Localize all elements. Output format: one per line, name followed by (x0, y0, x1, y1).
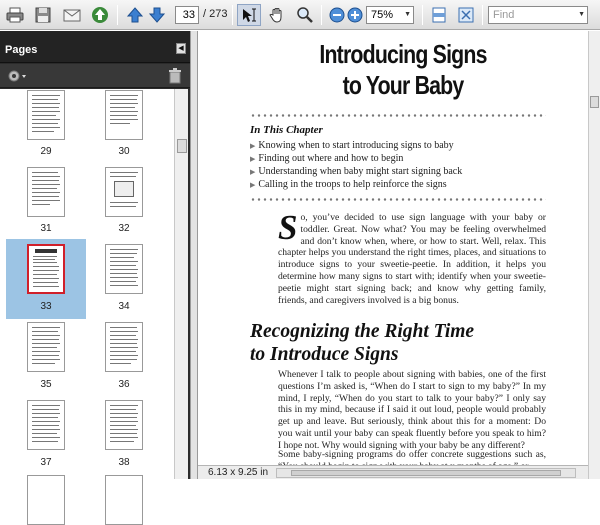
sync-icon[interactable] (89, 4, 111, 26)
toolbar-separator (321, 5, 322, 25)
scrollbar-thumb[interactable] (177, 139, 187, 153)
page-thumbnail[interactable] (105, 90, 143, 140)
page-thumbnail[interactable] (105, 244, 143, 294)
zoom-value: 75% (371, 9, 394, 21)
toolbar-separator (117, 5, 118, 25)
chevron-down-icon[interactable]: ▼ (578, 11, 585, 18)
toolbar-separator (482, 5, 483, 25)
previous-page-icon[interactable] (124, 4, 146, 26)
fullscreen-icon[interactable] (455, 4, 477, 26)
page-thumbnail[interactable] (105, 167, 143, 217)
save-icon[interactable] (32, 4, 54, 26)
triangle-bullet-icon: ▶ (250, 155, 256, 163)
thumbnail-scrollbar[interactable] (174, 89, 188, 479)
panel-splitter[interactable] (190, 31, 198, 479)
thumbnail-label: 30 (118, 146, 130, 157)
status-bar (198, 465, 588, 479)
triangle-bullet-icon: ▶ (250, 181, 256, 189)
scrollbar-thumb[interactable] (291, 470, 561, 476)
page-thumbnail[interactable] (27, 475, 65, 525)
trash-icon[interactable] (168, 68, 182, 87)
in-this-chapter-heading: In This Chapter (250, 124, 323, 136)
thumbnail-label: 35 (40, 379, 52, 390)
intro-paragraph (278, 208, 546, 306)
body-paragraph: Some baby-signing programs do offer concrete suggestions such as, (278, 449, 546, 460)
triangle-bullet-icon: ▶ (250, 168, 256, 176)
page-thumbnail[interactable] (105, 400, 143, 450)
chapter-bullet-text: Calling in the troops to help reinforce the signs (258, 179, 447, 190)
page-number-input[interactable]: 33 (175, 6, 199, 24)
chapter-title-line-1: Introducing Signs (319, 39, 487, 69)
chevron-down-icon: ▼ (404, 11, 411, 18)
document-view (198, 31, 588, 465)
select-tool-icon[interactable] (237, 4, 261, 26)
thumbnail-list (0, 89, 174, 479)
drop-cap: S (278, 208, 298, 247)
toolbar (0, 0, 600, 30)
body-paragraph: Whenever I talk to people about signing with babies, one of the first questions I’m asked is, “When do I start to sign to my baby?” In my mind, I reply, “When do you start to talk to your baby?” I only say this in my mind, because if I said it out loud, people would probably get up and leave. But seriously, think about this for a moment: Do you wait until your baby can speak fluently before you speak to him? I hope not. Why would signing with your baby be any different? (278, 369, 546, 451)
page-total: / 273 (203, 8, 228, 20)
gear-icon[interactable] (6, 68, 28, 87)
thumbnail-label: 38 (118, 457, 130, 468)
print-icon[interactable] (4, 4, 26, 26)
page-thumbnail[interactable] (27, 167, 65, 217)
zoom-in-icon[interactable] (344, 4, 366, 26)
hand-tool-icon[interactable] (266, 4, 288, 26)
thumbnail-label: 36 (118, 379, 130, 390)
page-thumbnail[interactable] (27, 322, 65, 372)
thumbnail-label: 33 (40, 301, 52, 312)
page-thumbnail-selected[interactable] (27, 244, 65, 294)
page-thumbnail[interactable] (105, 475, 143, 525)
chapter-bullet (250, 140, 454, 151)
dotted-rule (250, 198, 546, 201)
collapse-panel-button[interactable]: ◀ (176, 43, 186, 54)
chapter-bullet-text: Knowing when to start introducing signs to baby (258, 140, 454, 151)
chapter-bullet (250, 179, 447, 190)
next-page-icon[interactable] (146, 4, 168, 26)
chapter-bullet (250, 166, 462, 177)
fit-page-icon[interactable] (428, 4, 450, 26)
find-input[interactable] (488, 6, 588, 24)
find-placeholder: Find (493, 9, 515, 21)
thumbnail-label: 29 (40, 146, 52, 157)
section-heading (250, 320, 474, 366)
page-thumbnail[interactable] (27, 90, 65, 140)
intro-text: o, you’ve decided to use sign language with your baby or toddler. Great. Now what? You may be feeling overwhelmed and don’t know when, where, or how to start. Well, relax. This chapter helps you understand the right times, places, and situations to introduce signs to your sweetie-peetie. In addition, it helps you determine how many signs to start with; identify when your sweetie-peetie might start signing back; and know why getting family, friends, and caregivers involved is a big bonus. (278, 212, 546, 306)
chapter-title (309, 39, 498, 101)
toolbar-separator (232, 5, 233, 25)
horizontal-scrollbar[interactable] (276, 468, 576, 478)
scrollbar-thumb[interactable] (590, 96, 599, 108)
toolbar-separator (422, 5, 423, 25)
section-heading-line-2: to Introduce Signs (250, 344, 399, 365)
document-scrollbar[interactable] (588, 31, 600, 479)
thumbnail-label: 34 (118, 301, 130, 312)
chapter-bullet-text: Finding out where and how to begin (258, 153, 404, 164)
email-icon[interactable] (61, 4, 83, 26)
pages-panel-toolbar (0, 64, 190, 88)
pages-panel (0, 31, 190, 479)
section-heading-line-1: Recognizing the Right Time (250, 321, 475, 342)
thumbnail-label: 32 (118, 223, 130, 234)
chapter-title-line-2: to Your Baby (342, 70, 464, 100)
thumbnail-label: 37 (40, 457, 52, 468)
chapter-bullet-text: Understanding when baby might start signing back (258, 166, 463, 177)
thumbnail-label: 31 (40, 223, 52, 234)
triangle-bullet-icon: ▶ (250, 142, 256, 150)
zoom-select[interactable] (366, 6, 414, 24)
dotted-rule (250, 114, 546, 117)
chapter-bullet (250, 153, 403, 164)
pages-panel-header (0, 31, 190, 63)
zoom-tool-icon[interactable] (294, 4, 316, 26)
pages-panel-title: Pages (5, 44, 38, 56)
page-size: 6.13 x 9.25 in (208, 467, 269, 478)
page-thumbnail[interactable] (27, 400, 65, 450)
page-thumbnail[interactable] (105, 322, 143, 372)
